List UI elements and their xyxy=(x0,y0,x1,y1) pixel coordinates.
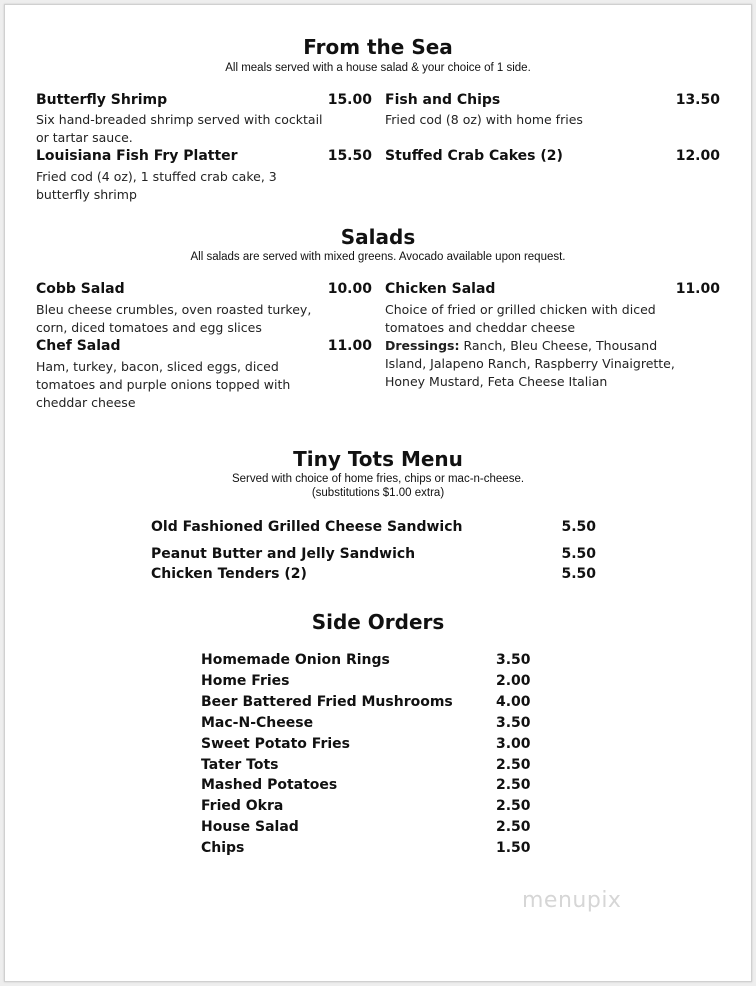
item-price-fish-and-chips: 13.50 xyxy=(675,92,720,108)
section-note-tots-1: Served with choice of home fries, chips or mac-n-cheese. xyxy=(231,473,525,485)
item-price-cobb-salad: 10.00 xyxy=(327,281,372,297)
side-item-name: House Salad xyxy=(201,819,299,835)
side-item-price: 2.00 xyxy=(496,673,531,689)
item-desc-cobb-salad: Bleu cheese crumbles, oven roasted turkey, corn, diced tomatoes and egg slices xyxy=(36,302,312,335)
item-name-butterfly-shrimp: Butterfly Shrimp xyxy=(36,92,168,108)
item-desc-chef-salad: Ham, turkey, bacon, sliced eggs, diced tomatoes and purple onions topped with cheddar cheese xyxy=(36,359,291,410)
dressings-text: Ranch, Bleu Cheese, Thousand Island, Jalapeno Ranch, Raspberry Vinaigrette, Honey Mustard, Feta Cheese Italian xyxy=(385,338,675,389)
item-name-chicken-salad: Chicken Salad xyxy=(385,281,496,297)
section-note-tots-2: (substitutions $1.00 extra) xyxy=(311,487,445,499)
item-price-stuffed-crab-cakes: 12.00 xyxy=(675,148,720,164)
side-item-price: 2.50 xyxy=(496,757,531,773)
item-price-chef-salad: 11.00 xyxy=(327,338,372,354)
side-item-price: 3.50 xyxy=(496,715,531,731)
section-note-salads: All salads are served with mixed greens. Avocado available upon request. xyxy=(190,251,566,263)
dressings-label: Dressings: xyxy=(385,338,460,353)
item-desc-chicken-salad: Choice of fried or grilled chicken with diced tomatoes and cheddar cheese xyxy=(385,302,656,335)
item-name-louisiana-platter: Louisiana Fish Fry Platter xyxy=(36,148,238,164)
side-item-price: 2.50 xyxy=(496,777,531,793)
tots-item-name-pbj: Peanut Butter and Jelly Sandwich xyxy=(151,546,416,562)
side-item-name: Sweet Potato Fries xyxy=(201,736,350,752)
section-title-sides: Side Orders xyxy=(311,610,445,634)
tots-item-price-grilled-cheese: 5.50 xyxy=(561,519,596,535)
item-name-chef-salad: Chef Salad xyxy=(36,338,121,354)
section-title-tots: Tiny Tots Menu xyxy=(293,447,463,471)
tots-item-name-grilled-cheese: Old Fashioned Grilled Cheese Sandwich xyxy=(151,519,463,535)
menupix-watermark: menupix xyxy=(522,888,622,913)
side-item-name: Mashed Potatoes xyxy=(201,777,338,793)
side-item-name: Home Fries xyxy=(201,673,290,689)
side-item-name: Chips xyxy=(201,840,245,856)
side-item-name: Mac-N-Cheese xyxy=(201,715,314,731)
item-desc-louisiana-platter: Fried cod (4 oz), 1 stuffed crab cake, 3 butterfly shrimp xyxy=(36,169,277,202)
side-item-name: Beer Battered Fried Mushrooms xyxy=(201,694,453,710)
side-item-price: 2.50 xyxy=(496,819,531,835)
tots-item-price-pbj: 5.50 xyxy=(561,546,596,562)
section-title-salads: Salads xyxy=(340,225,416,249)
item-desc-butterfly-shrimp: Six hand-breaded shrimp served with cocktail or tartar sauce. xyxy=(36,112,323,145)
dressings-list xyxy=(385,337,675,391)
item-price-butterfly-shrimp: 15.00 xyxy=(327,92,372,108)
item-price-chicken-salad: 11.00 xyxy=(675,281,720,297)
side-item-name: Homemade Onion Rings xyxy=(201,652,390,668)
item-name-fish-and-chips: Fish and Chips xyxy=(385,92,501,108)
item-price-louisiana-platter: 15.50 xyxy=(327,148,372,164)
side-item-price: 3.00 xyxy=(496,736,531,752)
tots-item-price-chicken-tenders: 5.50 xyxy=(561,566,596,582)
item-name-cobb-salad: Cobb Salad xyxy=(36,281,125,297)
side-item-name: Tater Tots xyxy=(201,757,279,773)
side-item-price: 4.00 xyxy=(496,694,531,710)
item-desc-fish-and-chips: Fried cod (8 oz) with home fries xyxy=(385,112,583,127)
tots-item-name-chicken-tenders: Chicken Tenders (2) xyxy=(151,566,307,582)
section-title-sea: From the Sea xyxy=(303,35,453,59)
side-item-price: 2.50 xyxy=(496,798,531,814)
side-item-price: 3.50 xyxy=(496,652,531,668)
side-item-name: Fried Okra xyxy=(201,798,284,814)
item-name-stuffed-crab-cakes: Stuffed Crab Cakes (2) xyxy=(385,148,563,164)
section-note-sea: All meals served with a house salad & your choice of 1 side. xyxy=(225,62,531,74)
side-item-price: 1.50 xyxy=(496,840,531,856)
